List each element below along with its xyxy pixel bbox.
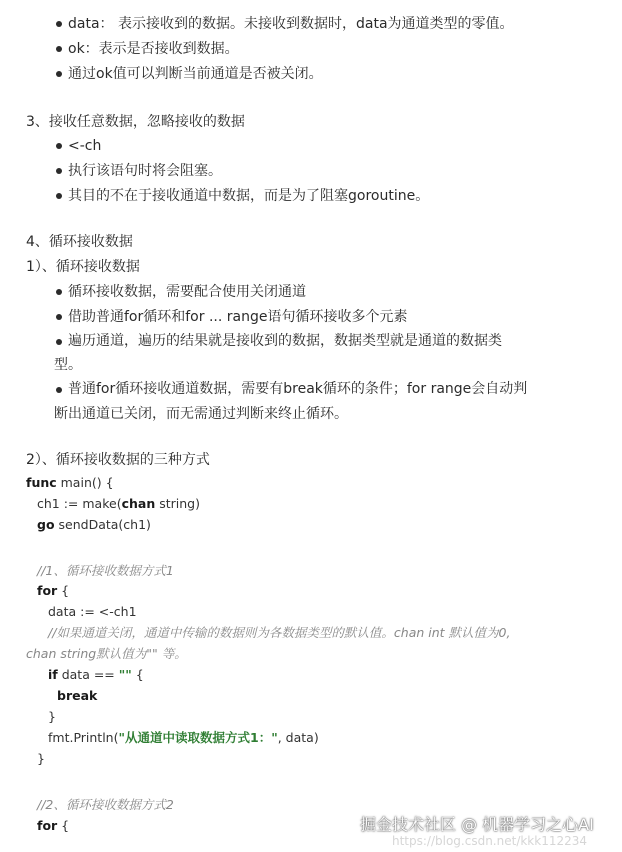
- code-comment-2a: //如果通道关闭，通道中传输的数据则为各数据类型的默认值。chan int 默认值为0,: [48, 625, 511, 640]
- code-line-func: [26, 474, 114, 492]
- section3-bullet-1: <-ch: [68, 138, 102, 154]
- code-text: main() {: [56, 475, 114, 490]
- bullet-dot: [56, 289, 62, 295]
- section4-bullet-1: 循环接收数据，需要配合使用关闭通道: [68, 284, 306, 300]
- code-comment-2b: chan string默认值为"" 等。: [26, 646, 187, 661]
- keyword: func: [26, 475, 57, 490]
- section4-bullet-2: 借助普通for循环和for ... range语句循环接收多个元素: [68, 309, 408, 325]
- section4-bullet-4: 普通for循环接收通道数据，需要有break循环的条件；for range会自动判: [68, 381, 528, 397]
- bullet-dot: [56, 339, 62, 345]
- code-line-for1: [37, 582, 69, 600]
- code-text: ch1 := make(: [37, 496, 122, 511]
- code-line-data: data := <-ch1: [48, 604, 137, 619]
- code-line-close-if: }: [48, 709, 56, 724]
- code-text: {: [57, 583, 70, 598]
- string-literal: "从通道中读取数据方式1：": [118, 730, 278, 745]
- code-line-if: [48, 666, 144, 684]
- keyword: for: [37, 818, 58, 833]
- code-text: data ==: [57, 667, 119, 682]
- bullet-dot: [56, 168, 62, 174]
- code-line-close-for: }: [37, 751, 45, 766]
- bullet-dot: [56, 387, 62, 393]
- code-line-for2: [37, 817, 69, 835]
- watermark-text: 掘金技术社区 @ 机器学习之心AI: [360, 815, 594, 834]
- keyword: chan: [121, 496, 156, 511]
- code-line-go: [37, 516, 151, 534]
- section4-bullet-4-cont: 断出通道已关闭，而无需通过判断来终止循环。: [54, 406, 348, 422]
- code-text: , data): [277, 730, 319, 745]
- intro-bullet-3: 通过ok值可以判断当前通道是否被关闭。: [68, 66, 323, 82]
- section4-bullet-3-cont: 型。: [54, 357, 82, 373]
- code-line-make: [37, 495, 200, 513]
- bullet-dot: [56, 193, 62, 199]
- code-comment-3: //2、循环接收数据方式2: [37, 797, 174, 812]
- keyword: go: [37, 517, 55, 532]
- intro-bullet-2: ok：表示是否接收到数据。: [68, 41, 239, 57]
- intro-bullet-1: data： 表示接收到的数据。未接收到数据时，data为通道类型的零值。: [68, 16, 514, 32]
- bullet-dot: [56, 314, 62, 320]
- code-line-println: [48, 729, 319, 747]
- section3-heading: 3、接收任意数据，忽略接收的数据: [26, 114, 245, 130]
- code-text: sendData(ch1): [54, 517, 151, 532]
- bullet-dot: [56, 71, 62, 77]
- section4-sub1: 1）、循环接收数据: [26, 259, 140, 275]
- bullet-dot: [56, 21, 62, 27]
- code-text: fmt.Println(: [48, 730, 119, 745]
- section3-bullet-2: 执行该语句时将会阻塞。: [68, 163, 222, 179]
- code-text: {: [57, 818, 70, 833]
- watermark-url: https://blog.csdn.net/kkk112234: [392, 834, 588, 848]
- section4-heading: 4、循环接收数据: [26, 234, 133, 250]
- section4-sub2: 2）、循环接收数据的三种方式: [26, 452, 210, 468]
- code-text: {: [131, 667, 144, 682]
- keyword: if: [48, 667, 58, 682]
- code-comment-1: //1、循环接收数据方式1: [37, 563, 174, 578]
- code-text: string): [155, 496, 200, 511]
- keyword: for: [37, 583, 58, 598]
- code-line-break: break: [57, 688, 98, 703]
- bullet-dot: [56, 46, 62, 52]
- section3-bullet-3: 其目的不在于接收通道中数据，而是为了阻塞goroutine。: [68, 188, 430, 204]
- string-literal: "": [118, 667, 132, 682]
- section4-bullet-3: 遍历通道，遍历的结果就是接收到的数据，数据类型就是通道的数据类: [68, 333, 502, 349]
- bullet-dot: [56, 143, 62, 149]
